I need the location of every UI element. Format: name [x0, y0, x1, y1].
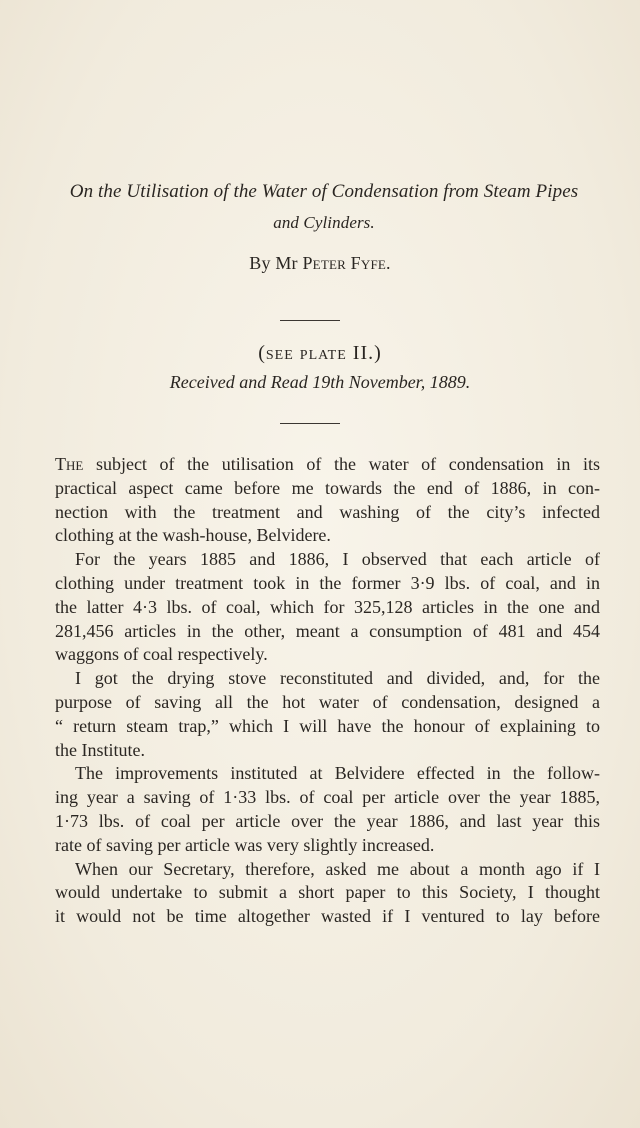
body-line: waggons of coal respectively.	[55, 644, 268, 665]
body-line: ing year a saving of 1·33 lbs. of coal per article over the year 1885,	[55, 787, 600, 808]
author-line	[0, 253, 640, 274]
body-line: the latter 4·3 lbs. of coal, which for 325,128 articles in the one and	[55, 596, 600, 617]
body-line: For the years 1885 and 1886, I observed that each article of	[75, 549, 600, 570]
paper-title	[40, 176, 608, 238]
body-line: nection with the treatment and washing of the city’s infected	[55, 501, 600, 522]
body-line: would undertake to submit a short paper to this Society, I thought	[55, 882, 600, 903]
body-line: the Institute.	[55, 739, 145, 760]
body-line: clothing under treatment took in the former 3·9 lbs. of coal, and in	[55, 572, 600, 593]
author-name: Peter Fyfe.	[302, 253, 391, 273]
divider-rule	[280, 423, 340, 424]
body-line: practical aspect came before me towards the end of 1886, in con-	[55, 477, 600, 498]
body-line: rate of saving per article was very slightly increased.	[55, 834, 435, 855]
body-line: 281,456 articles in the other, meant a consumption of 481 and 454	[55, 620, 600, 641]
author-prefix: By Mr	[249, 253, 298, 273]
body-line: The improvements instituted at Belvidere effected in the follow-	[75, 763, 600, 784]
plate-reference: (see plate II.)	[258, 342, 382, 364]
body-text	[55, 453, 600, 929]
body-line-text: subject of the utilisation of the water of condensation in its	[83, 454, 600, 474]
body-line	[55, 453, 600, 477]
title-line-2: and Cylinders.	[273, 213, 375, 232]
divider-rule	[280, 320, 340, 321]
body-line: When our Secretary, therefore, asked me about a month ago if I	[75, 858, 600, 879]
drop-word: The	[55, 454, 84, 474]
received-date: Received and Read 19th November, 1889.	[169, 372, 471, 392]
body-line: “ return steam trap,” which I will have the honour of explaining to	[55, 715, 600, 736]
body-line: 1·73 lbs. of coal per article over the year 1886, and last year this	[55, 810, 600, 831]
body-line: it would not be time altogether wasted if I ventured to lay before	[55, 906, 600, 927]
title-line-1: On the Utilisation of the Water of Condensation from Steam Pipes	[69, 181, 579, 202]
body-line: purpose of saving all the hot water of condensation, designed a	[55, 691, 600, 712]
body-line: clothing at the wash-house, Belvidere.	[55, 525, 331, 546]
body-line: I got the drying stove reconstituted and divided, and, for the	[75, 668, 600, 689]
